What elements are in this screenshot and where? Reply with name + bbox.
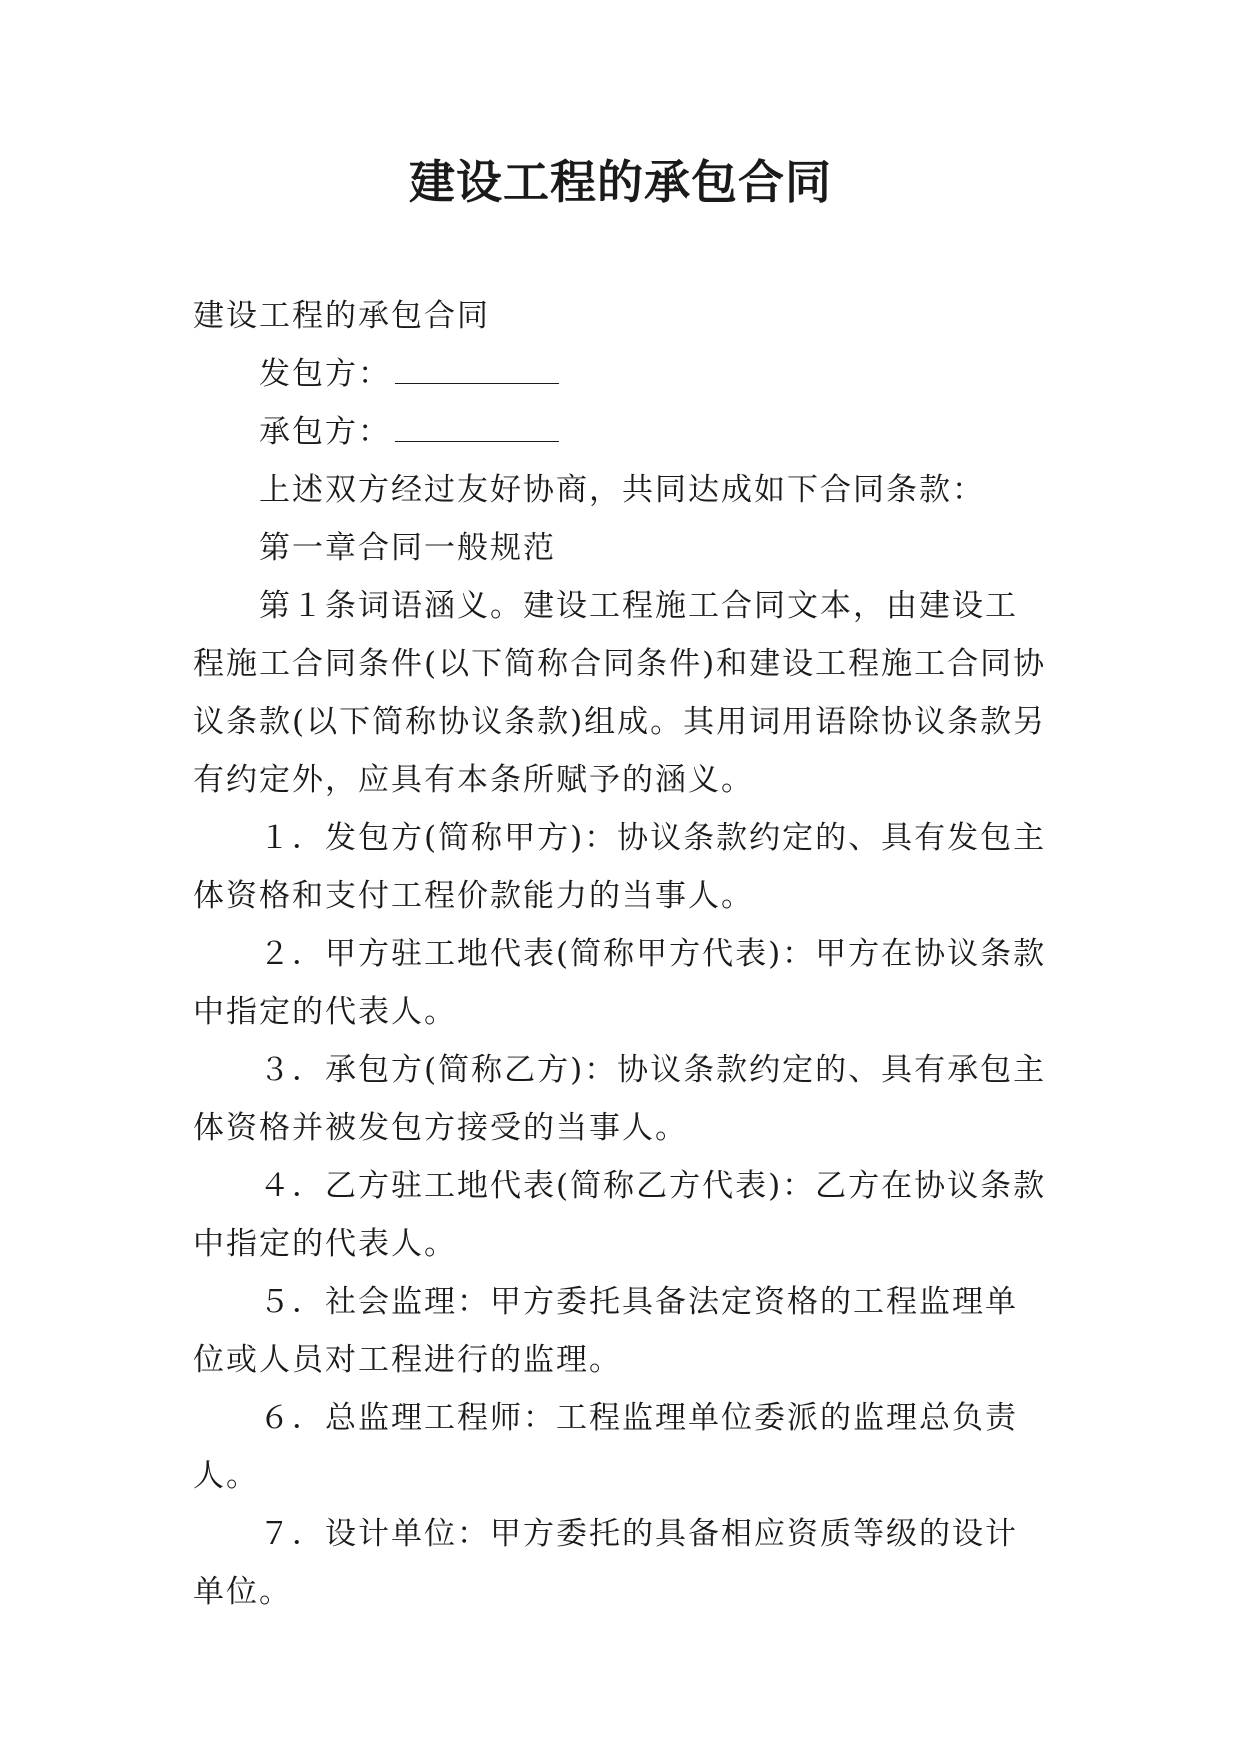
definition-item: ４．乙方驻工地代表(简称乙方代表)：乙方在协议条款中指定的代表人。 [193,1168,1047,1262]
article-1: 第１条词语涵义。建设工程施工合同文本，由建设工程施工合同条件(以下简称合同条件)和建设工程施工合同协议条款(以下简称协议条款)组成。其用词用语除协议条款另有约定外，应具有本条所赋予的涵义。 [193,588,1047,798]
definition-item: ２．甲方驻工地代表(简称甲方代表)：甲方在协议条款中指定的代表人。 [193,936,1047,1030]
definition-item: １．发包方(简称甲方)：协议条款约定的、具有发包主体资格和支付工程价款能力的当事人。 [193,820,1047,914]
definition-item: ３．承包方(简称乙方)：协议条款约定的、具有承包主体资格并被发包方接受的当事人。 [193,1052,1047,1146]
party-a-label: 发包方： [259,356,391,392]
party-b-label: 承包方： [259,414,391,450]
party-b-blank [395,415,559,442]
definition-item: ７．设计单位：甲方委托的具备相应资质等级的设计单位。 [193,1516,1018,1610]
definition-item: ６．总监理工程师：工程监理单位委派的监理总负责人。 [193,1400,1018,1494]
party-b-line [193,403,1049,461]
definition-item: ５．社会监理：甲方委托具备法定资格的工程监理单位或人员对工程进行的监理。 [193,1284,1018,1378]
chapter-heading: 第一章合同一般规范 [259,530,556,566]
preamble: 上述双方经过友好协商，共同达成如下合同条款： [259,472,985,508]
party-a-line [193,345,1049,403]
document-title: 建设工程的承包合同 [409,155,832,209]
party-a-blank [395,357,559,384]
document-subtitle: 建设工程的承包合同 [193,298,490,334]
document-body [193,287,1049,1621]
